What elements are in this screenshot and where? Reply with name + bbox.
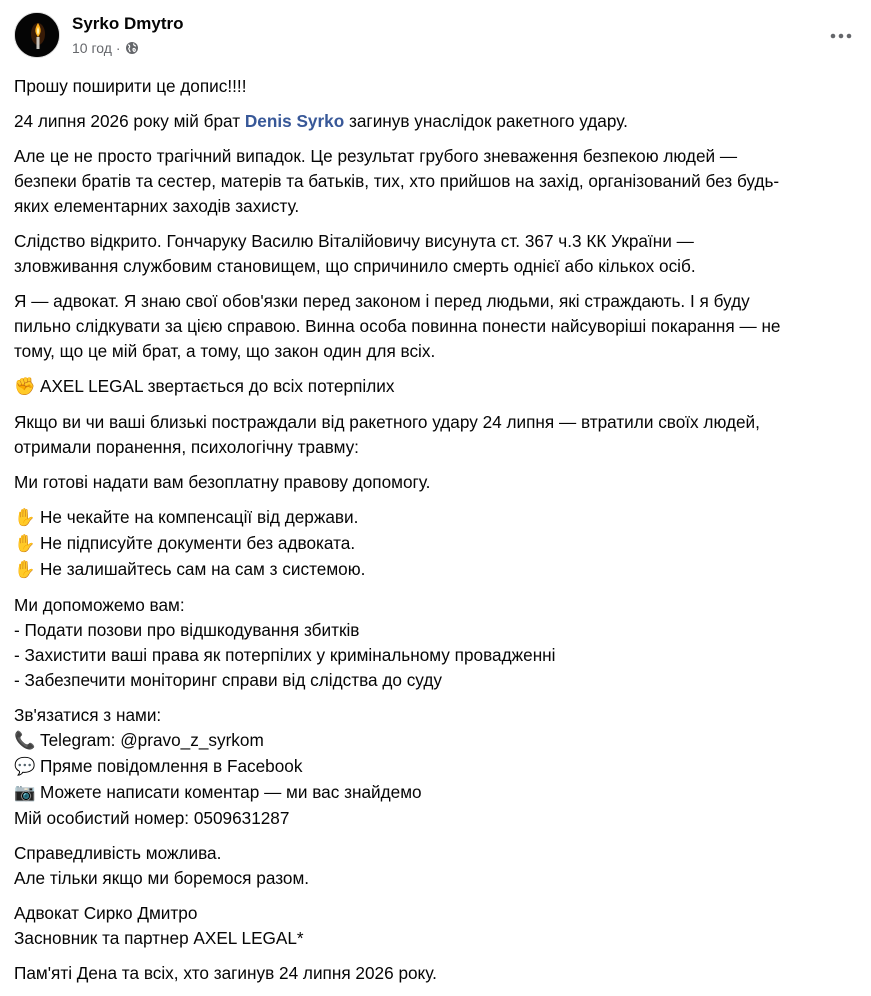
meta-separator: · [115, 40, 121, 56]
contact-item [14, 780, 859, 806]
paragraph-memorial [14, 961, 859, 986]
post-time[interactable]: 10 год [72, 40, 112, 56]
paragraph-negligence [14, 144, 859, 219]
avatar[interactable] [14, 12, 60, 58]
text-line [14, 374, 859, 400]
paragraph-brother [14, 109, 859, 134]
personal-number: Мій особистий номер: 0509631287 [14, 808, 290, 828]
contact-item [14, 728, 859, 754]
paragraph-free-help [14, 470, 859, 495]
help-item: - Подати позови про відшкодування збитків [14, 620, 360, 640]
contact-title: Зв'язатися з нами: [14, 705, 162, 725]
warning-text: Не підписуйте документи без адвоката. [40, 533, 356, 553]
text-line: Прошу поширити це допис!!!! [14, 76, 247, 96]
mention-link[interactable]: Denis Syrko [244, 111, 345, 131]
help-list [14, 593, 859, 693]
text-line: Пам'яті Дена та всіх, хто загинув 24 липня 2026 року. [14, 963, 437, 983]
contact-text: Можете написати коментар — ми вас знайдемо [40, 782, 422, 802]
telephone-icon: 📞 [14, 731, 36, 751]
text-line: тому, що це мій брат, а тому, що закон один для всіх. [14, 341, 436, 361]
paragraph-lawyer [14, 289, 859, 364]
camera-icon: 📷 [14, 783, 36, 803]
author-name[interactable]: Syrko Dmytro [72, 14, 184, 33]
post-body [14, 74, 859, 996]
text-fragment: AXEL LEGAL звертається до всіх потерпілих [40, 376, 395, 396]
globe-icon[interactable] [125, 41, 139, 55]
post-meta [72, 40, 139, 56]
text-fragment: загинув унаслідок ракетного удару. [344, 111, 628, 131]
signature [14, 901, 859, 951]
contact-item [14, 754, 859, 780]
contact-text: Пряме повідомлення в Facebook [40, 756, 303, 776]
raised-fist-icon: ✊ [14, 377, 36, 397]
raised-hand-icon: ✋ [14, 508, 36, 528]
paragraph-share-request [14, 74, 859, 99]
paragraph-axel-legal [14, 374, 859, 400]
warning-text: Не чекайте на компенсації від держави. [40, 507, 359, 527]
contacts-list [14, 703, 859, 831]
speech-bubble-icon: 💬 [14, 757, 36, 777]
raised-hand-icon: ✋ [14, 560, 36, 580]
text-line: Засновник та партнер AXEL LEGAL* [14, 928, 304, 948]
text-line: яких елементарних заходів захисту. [14, 196, 300, 216]
text-fragment: 24 липня 2026 року мій брат [14, 111, 245, 131]
text-line: Ми готові надати вам безоплатну правову допомогу. [14, 472, 431, 492]
text-line: Справедливість можлива. [14, 843, 222, 863]
text-line [14, 109, 859, 134]
text-line: отримали поранення, психологічну травму: [14, 437, 359, 457]
warning-item [14, 505, 859, 531]
text-line: Але це не просто трагічний випадок. Це результат грубого зневаження безпекою людей — [14, 146, 738, 166]
post-header [14, 12, 857, 60]
raised-hand-icon: ✋ [14, 534, 36, 554]
help-item: - Захистити ваші права як потерпілих у кримінальному провадженні [14, 645, 556, 665]
text-line: зловживання службовим становищем, що спричинило смерть однієї або кількох осіб. [14, 256, 696, 276]
paragraph-justice [14, 841, 859, 891]
text-line: Слідство відкрито. Гончаруку Василю Віталійовичу висунута ст. 367 ч.3 КК України — [14, 231, 694, 251]
help-title: Ми допоможемо вам: [14, 595, 185, 615]
more-options-icon[interactable] [825, 20, 857, 52]
warning-item [14, 557, 859, 583]
text-line: Адвокат Сирко Дмитро [14, 903, 198, 923]
contact-text: Telegram: @pravo_z_syrkom [40, 730, 264, 750]
text-line: Я — адвокат. Я знаю свої обов'язки перед законом і перед людьми, які страждають. І я буду [14, 291, 750, 311]
warnings-list [14, 505, 859, 583]
paragraph-victims [14, 410, 859, 460]
text-line: безпеки братів та сестер, матерів та батьків, тих, хто прийшов на захід, організований без будь- [14, 171, 780, 191]
paragraph-investigation [14, 229, 859, 279]
candle-avatar-image [15, 13, 60, 58]
warning-item [14, 531, 859, 557]
text-line: Але тільки якщо ми боремося разом. [14, 868, 310, 888]
text-line: пильно слідкувати за цією справою. Винна особа повинна понести найсуворіші покарання — не [14, 316, 781, 336]
help-item: - Забезпечити моніторинг справи від слідства до суду [14, 670, 442, 690]
warning-text: Не залишайтесь сам на сам з системою. [40, 559, 366, 579]
text-line: Якщо ви чи ваші близькі постраждали від ракетного удару 24 липня — втратили своїх людей, [14, 412, 760, 432]
